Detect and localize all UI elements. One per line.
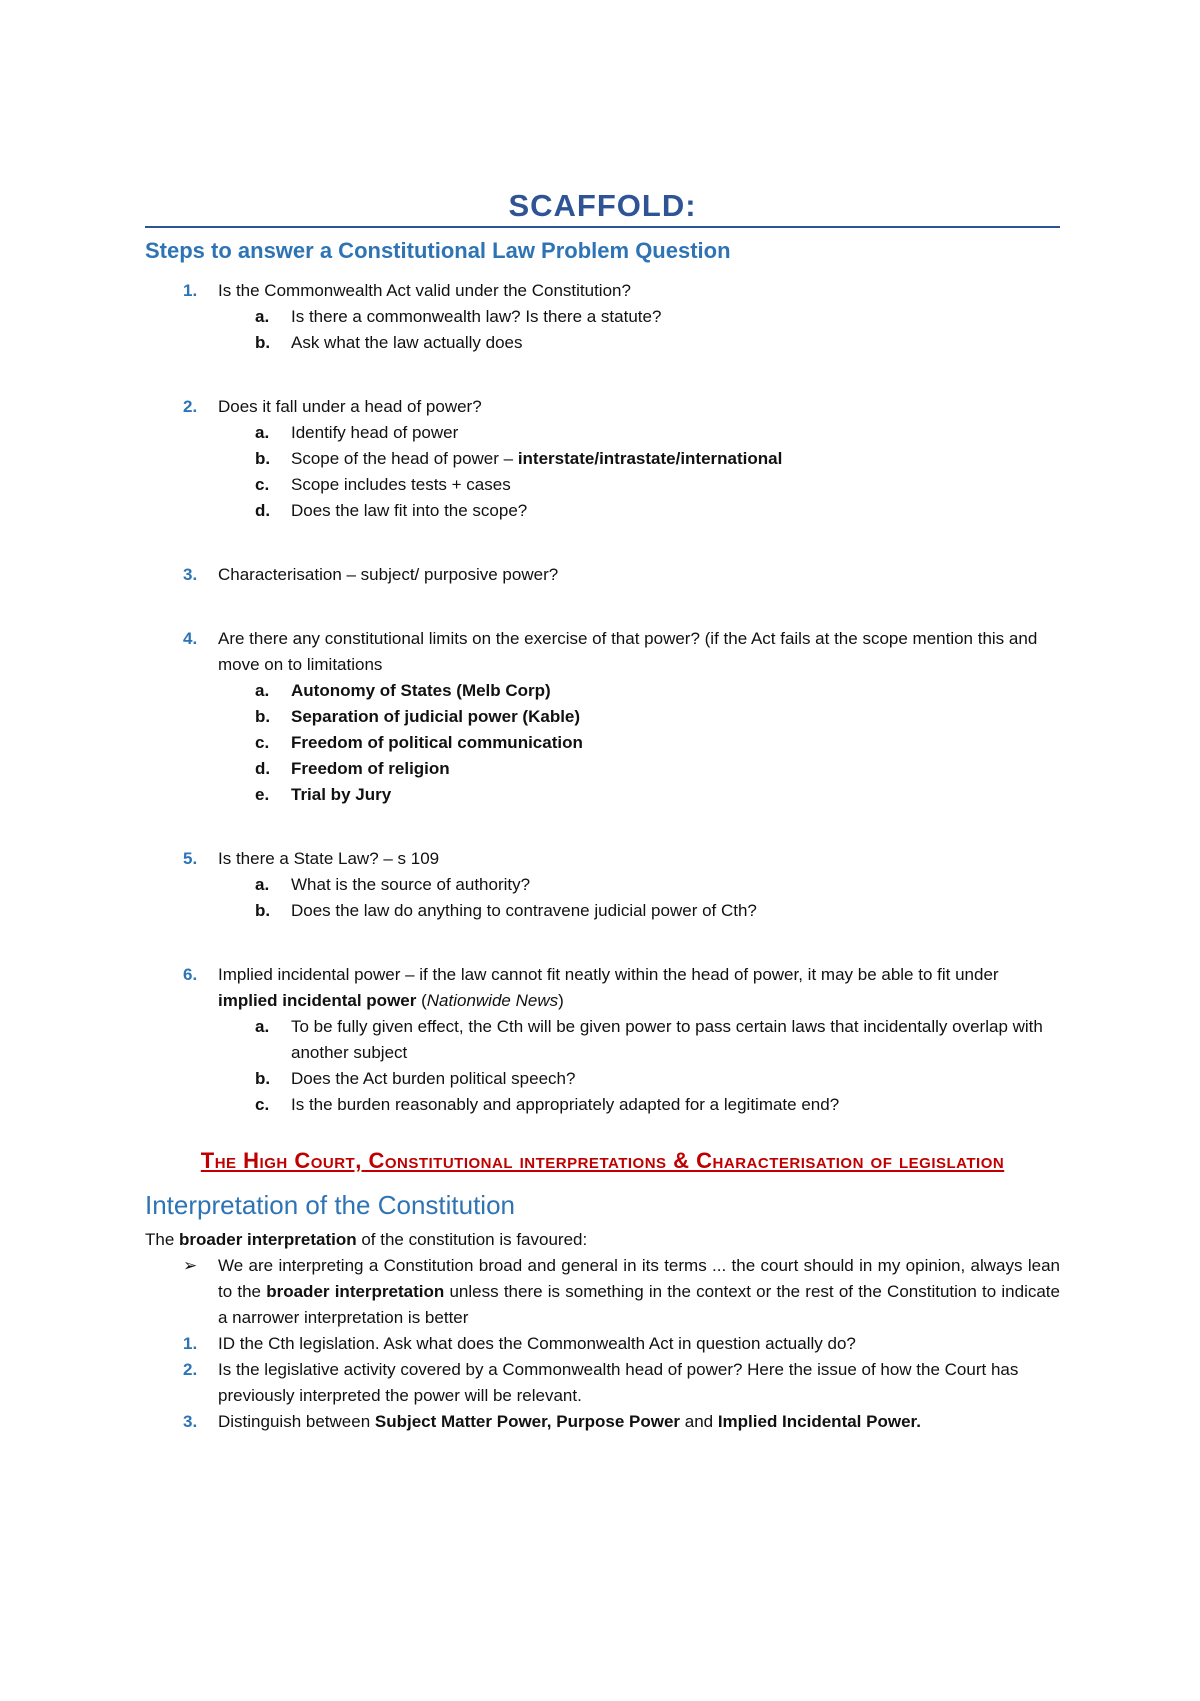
sub-letter: c. [255, 475, 270, 494]
intro-text: of the constitution is favoured: [356, 1230, 588, 1249]
step-text: Characterisation – subject/ purposive power? [218, 565, 559, 584]
sub-letter: a. [255, 875, 270, 894]
step-2-sub-c [145, 472, 1060, 498]
section-subheading: Interpretation of the Constitution [145, 1190, 516, 1220]
item-number: 2. [183, 1360, 198, 1379]
step-text: Does it fall under a head of power? [218, 397, 482, 416]
step-3 [145, 562, 1060, 588]
interpretation-item-1 [145, 1331, 1060, 1357]
item-bold-text: Implied Incidental Power. [717, 1412, 921, 1431]
step-text: Is the Commonwealth Act valid under the Constitution? [218, 281, 631, 300]
sub-letter: b. [255, 333, 271, 352]
item-text: Is the legislative activity covered by a Commonwealth head of power? Here the issue of how the Court has previously interpreted the power will be relevant. [218, 1360, 1019, 1405]
step-2-sub-b [145, 446, 1060, 472]
quote-bullet [145, 1253, 1060, 1331]
sub-bold-text: Autonomy of States (Melb Corp) [291, 681, 551, 700]
sub-text: What is the source of authority? [291, 875, 531, 894]
step-6-sub-c [145, 1092, 1060, 1118]
sub-letter: b. [255, 707, 271, 726]
step-2-sub-d [145, 498, 1060, 524]
step-number: 5. [183, 849, 198, 868]
item-number: 1. [183, 1334, 198, 1353]
scaffold-title: SCAFFOLD: [145, 188, 1060, 228]
step-text: Are there any constitutional limits on the exercise of that power? (if the Act fails at the scope mention this and move on to limitations [218, 629, 1038, 674]
sub-letter: c. [255, 1095, 270, 1114]
quote-text: We are interpreting a Constitution broad and general in its terms ... the court should in my opinion, always lean to the [218, 1256, 1060, 1301]
sub-text: Is the burden reasonably and appropriately adapted for a legitimate end? [291, 1095, 840, 1114]
step-4 [145, 626, 1060, 678]
step-1 [145, 278, 1060, 304]
sub-text: Does the Act burden political speech? [291, 1069, 576, 1088]
intro-bold-text: broader interpretation [179, 1230, 357, 1249]
sub-bold-text: Freedom of political communication [291, 733, 583, 752]
sub-bold-text: Separation of judicial power (Kable) [291, 707, 581, 726]
step-2-sub-a [145, 420, 1060, 446]
sub-text: Scope includes tests + cases [291, 475, 511, 494]
item-text: Distinguish between [218, 1412, 375, 1431]
step-number: 2. [183, 397, 198, 416]
sub-letter: e. [255, 785, 270, 804]
step-5-sub-a [145, 872, 1060, 898]
arrow-bullet-icon: ➢ [183, 1256, 198, 1275]
sub-bold-text: Freedom of religion [291, 759, 450, 778]
sub-text: Ask what the law actually does [291, 333, 523, 352]
step-2 [145, 394, 1060, 420]
sub-letter: b. [255, 449, 271, 468]
step-text: ) [558, 991, 564, 1010]
sub-letter: a. [255, 681, 270, 700]
sub-text: Identify head of power [291, 423, 459, 442]
sub-bold-text: Trial by Jury [291, 785, 392, 804]
step-6-sub-b [145, 1066, 1060, 1092]
step-6 [145, 962, 1060, 1014]
step-number: 6. [183, 965, 198, 984]
sub-letter: a. [255, 423, 270, 442]
step-4-sub-c [145, 730, 1060, 756]
step-number: 3. [183, 565, 198, 584]
case-name: Nationwide News [426, 991, 559, 1010]
document-content [145, 188, 1060, 1435]
sub-letter: b. [255, 901, 271, 920]
item-text: and [680, 1412, 718, 1431]
sub-text: Is there a commonwealth law? Is there a statute? [291, 307, 662, 326]
step-6-sub-a [145, 1014, 1060, 1066]
item-text: ID the Cth legislation. Ask what does the Commonwealth Act in question actually do? [218, 1334, 856, 1353]
step-number: 1. [183, 281, 198, 300]
step-text: Implied incidental power – if the law cannot fit neatly within the head of power, it may be able to fit under [218, 965, 999, 984]
step-4-sub-d [145, 756, 1060, 782]
step-5 [145, 846, 1060, 872]
step-number: 4. [183, 629, 198, 648]
interpretation-item-3 [145, 1409, 1060, 1435]
sub-letter: b. [255, 1069, 271, 1088]
step-1-sub-b [145, 330, 1060, 356]
quote-text: unless there is something in the context or the rest of the Constitution to indicate a narrower interpretation is better [218, 1282, 1060, 1327]
step-text: Is there a State Law? – s 109 [218, 849, 440, 868]
step-4-sub-e [145, 782, 1060, 808]
scaffold-subtitle: Steps to answer a Constitutional Law Problem Question [145, 238, 731, 263]
section-heading: The High Court, Constitutional interpretations & Characterisation of legislation [200, 1148, 1005, 1173]
sub-text: To be fully given effect, the Cth will be given power to pass certain laws that incidentally overlap with another subject [291, 1017, 1043, 1062]
sub-text: Scope of the head of power – [291, 449, 518, 468]
sub-letter: a. [255, 1017, 270, 1036]
item-number: 3. [183, 1412, 198, 1431]
sub-letter: c. [255, 733, 270, 752]
sub-text: Does the law do anything to contravene judicial power of Cth? [291, 901, 757, 920]
step-4-sub-a [145, 678, 1060, 704]
sub-letter: d. [255, 501, 271, 520]
sub-letter: d. [255, 759, 271, 778]
sub-text: Does the law fit into the scope? [291, 501, 528, 520]
step-4-sub-b [145, 704, 1060, 730]
step-1-sub-a [145, 304, 1060, 330]
step-5-sub-b [145, 898, 1060, 924]
intro-paragraph [145, 1227, 1060, 1253]
sub-bold-text: interstate/intrastate/international [517, 449, 783, 468]
intro-text: The [145, 1230, 180, 1249]
sub-letter: a. [255, 307, 270, 326]
item-bold-text: Subject Matter Power, Purpose Power [374, 1412, 681, 1431]
interpretation-item-2 [145, 1357, 1060, 1409]
quote-bold-text: broader interpretation [266, 1282, 445, 1301]
step-bold-text: implied incidental power [218, 991, 417, 1010]
step-text: ( [416, 991, 427, 1010]
